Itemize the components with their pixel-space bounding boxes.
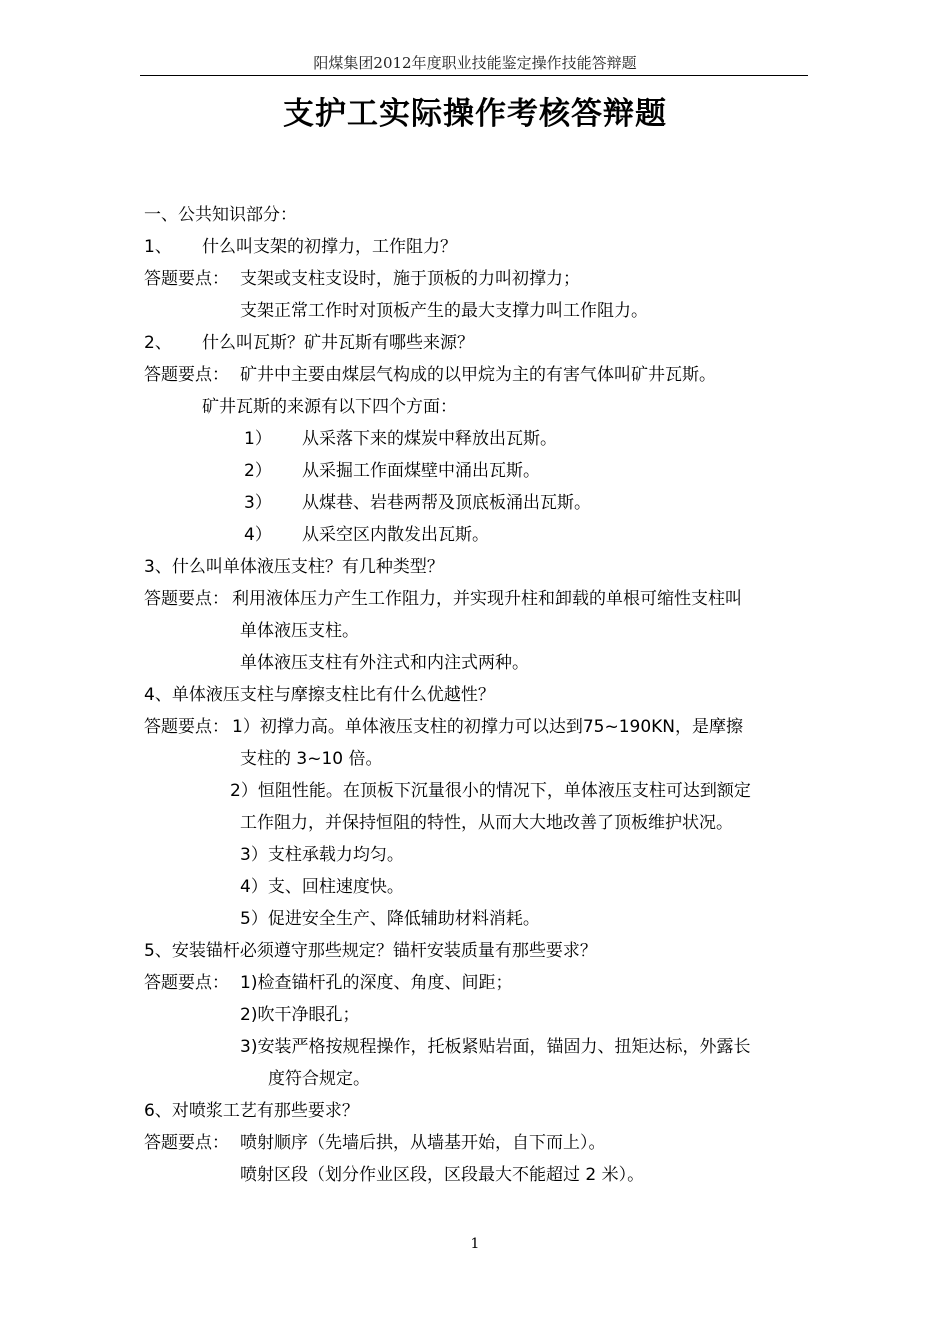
section-heading: 一、公共知识部分：	[144, 205, 297, 225]
q5-answer-line: 1)检查锚杆孔的深度、角度、间距；	[240, 973, 513, 993]
q3-answer-line: 利用液体压力产生工作阻力，并实现升柱和卸载的单根可缩性支柱叫	[232, 589, 742, 609]
list-item-number: 4）	[244, 525, 272, 545]
q6-answer-label: 答题要点：	[144, 1133, 229, 1153]
q1-answer-line: 支架或支柱支设时，施于顶板的力叫初撑力；	[240, 269, 580, 289]
q3-answer-line: 单体液压支柱有外注式和内注式两种。	[240, 653, 529, 673]
q5-answer-line: 2)吹干净眼孔；	[240, 1005, 360, 1025]
q4-answer-line: 2）恒阻性能。在顶板下沉量很小的情况下，单体液压支柱可达到额定	[230, 781, 751, 801]
list-item-text: 从采落下来的煤炭中释放出瓦斯。	[302, 429, 557, 449]
header-rule	[140, 75, 808, 76]
q5-question: 5、安装锚杆必须遵守那些规定？锚杆安装质量有那些要求？	[144, 941, 597, 961]
q6-answer-line: 喷射区段（划分作业区段，区段最大不能超过 2 米）。	[240, 1165, 645, 1185]
q2-answer-label: 答题要点：	[144, 365, 229, 385]
page-header: 阳煤集团2012年度职业技能鉴定操作技能答辩题	[313, 54, 637, 72]
page-number: 1	[470, 1236, 480, 1252]
q1-question: 什么叫支架的初撑力，工作阻力？	[202, 237, 457, 257]
q4-answer-label: 答题要点：	[144, 717, 229, 737]
list-item-number: 1）	[244, 429, 272, 449]
q5-answer-line: 度符合规定。	[268, 1069, 370, 1089]
q3-answer-label: 答题要点：	[144, 589, 229, 609]
q2-question: 什么叫瓦斯？矿井瓦斯有哪些来源？	[202, 333, 474, 353]
q3-answer-line: 单体液压支柱。	[240, 621, 359, 641]
q4-answer-line: 5）促进安全生产、降低辅助材料消耗。	[240, 909, 540, 929]
q6-answer-line: 喷射顺序（先墙后拱，从墙基开始，自下而上）。	[240, 1133, 606, 1153]
list-item-number: 3）	[244, 493, 272, 513]
q2-answer-line: 矿井中主要由煤层气构成的以甲烷为主的有害气体叫矿井瓦斯。	[240, 365, 716, 385]
q4-answer-line: 4）支、回柱速度快。	[240, 877, 404, 897]
q4-answer-line: 工作阻力，并保持恒阻的特性，从而大大地改善了顶板维护状况。	[240, 813, 733, 833]
q5-answer-line: 3)安装严格按规程操作，托板紧贴岩面，锚固力、扭矩达标，外露长	[240, 1037, 751, 1057]
list-item-text: 从煤巷、岩巷两帮及顶底板涌出瓦斯。	[302, 493, 591, 513]
q3-question: 3、什么叫单体液压支柱？有几种类型？	[144, 557, 444, 577]
q4-answer-line: 3）支柱承载力均匀。	[240, 845, 404, 865]
q4-question: 4、单体液压支柱与摩擦支柱比有什么优越性？	[144, 685, 495, 705]
q5-answer-label: 答题要点：	[144, 973, 229, 993]
q1-number: 1、	[144, 237, 172, 257]
q2-answer-line: 矿井瓦斯的来源有以下四个方面：	[202, 397, 457, 417]
list-item-number: 2）	[244, 461, 272, 481]
q6-question: 6、对喷浆工艺有那些要求？	[144, 1101, 359, 1121]
q4-answer-line: 支柱的 3~10 倍。	[240, 749, 383, 769]
q1-answer-line: 支架正常工作时对顶板产生的最大支撑力叫工作阻力。	[240, 301, 648, 321]
list-item-text: 从采空区内散发出瓦斯。	[302, 525, 489, 545]
list-item-text: 从采掘工作面煤壁中涌出瓦斯。	[302, 461, 540, 481]
q2-number: 2、	[144, 333, 172, 353]
document-title: 支护工实际操作考核答辩题	[283, 96, 667, 132]
q1-answer-label: 答题要点：	[144, 269, 229, 289]
q4-answer-line: 1）初撑力高。单体液压支柱的初撑力可以达到75~190KN，是摩擦	[232, 717, 744, 737]
